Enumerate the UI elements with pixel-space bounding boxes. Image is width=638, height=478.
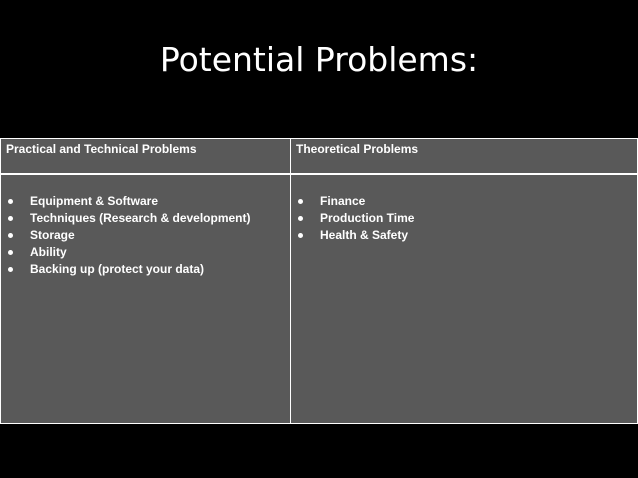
bullet-icon	[8, 267, 13, 272]
list-item-text: Techniques (Research & development)	[30, 211, 251, 225]
table-cell-theoretical-list	[290, 173, 638, 424]
list-item-text: Backing up (protect your data)	[30, 262, 205, 276]
list-item-text: Equipment & Software	[30, 194, 159, 208]
problems-table	[0, 138, 638, 424]
bullet-icon	[298, 216, 303, 221]
list-item	[291, 210, 414, 227]
list-item	[1, 210, 251, 227]
list-item	[291, 193, 414, 210]
list-item-text: Finance	[320, 194, 366, 208]
list-item	[1, 261, 251, 278]
table-header-theoretical	[290, 138, 638, 175]
column-header-label: Practical and Technical Problems	[6, 142, 197, 156]
list-item	[1, 193, 251, 210]
column-header-label: Theoretical Problems	[296, 142, 419, 156]
bullet-icon	[8, 233, 13, 238]
list-item	[1, 227, 251, 244]
list-item	[291, 227, 414, 244]
practical-problems-list	[1, 193, 251, 278]
list-item-text: Health & Safety	[320, 228, 409, 242]
bullet-icon	[298, 233, 303, 238]
list-item-text: Ability	[30, 245, 67, 259]
bullet-icon	[8, 216, 13, 221]
theoretical-problems-list	[291, 193, 414, 244]
bullet-icon	[298, 199, 303, 204]
slide-title: Potential Problems:	[159, 40, 479, 79]
list-item-text: Production Time	[320, 211, 415, 225]
bullet-icon	[8, 199, 13, 204]
table-header-practical	[0, 138, 291, 175]
bullet-icon	[8, 250, 13, 255]
list-item	[1, 244, 251, 261]
table-cell-practical-list	[0, 173, 291, 424]
list-item-text: Storage	[30, 228, 75, 242]
